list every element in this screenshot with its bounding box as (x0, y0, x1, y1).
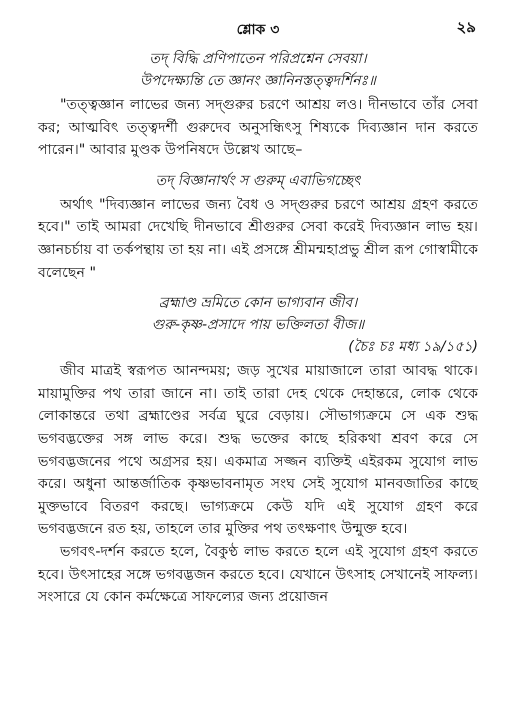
verse-sanskrit-gita (38, 48, 478, 92)
verse-line: গুরু-কৃষ্ণ-প্রসাদে পায় ভক্তিলতা বীজ॥ (151, 317, 365, 334)
page-header (38, 10, 478, 40)
verse-line: উপদেক্ষ্যন্তি তে জ্ঞানং জ্ঞানিনস্তত্ত্বদর্শিনঃ॥ (140, 73, 376, 89)
paragraph: "তত্ত্বজ্ঞান লাভের জন্য সদ্গুরুর চরণে আশ্রয় লও। দীনভাবে তাঁর সেবা কর; আত্মবিৎ তত্ত্বদর্শী গুরুদেব অনুসন্ধিৎসু শিষ্যকে দিব্যজ্ঞান দান করতে পারেন।" আবার মুণ্ডক উপনিষদে উল্লেখ আছে– (38, 97, 478, 159)
page-number: ২৯ (456, 18, 476, 36)
running-head: শ্লোক ৩ (236, 22, 280, 38)
verse-reference: (চৈঃ চঃ মধ্য ১৯/১৫১) (348, 339, 478, 356)
paragraph: জীব মাত্রই স্বরূপত আনন্দময়; জড় সুখের মায়াজালে তারা আবদ্ধ থাকে। মায়ামুক্তির পথ তারা জানে না। তাই তারা দেহ থেকে দেহান্তরে, লোক থেকে লোকান্তরে তথা ব্রহ্মাণ্ডের সর্বত্র ঘুরে বেড়ায়। সৌভাগ্যক্রমে সে এক শুদ্ধ ভগবদ্ভক্তের সঙ্গ লাভ করে। শুদ্ধ ভক্তের কাছে হরিকথা শ্রবণ করে সে ভগবদ্ভজনের পথে অগ্রসর হয়। একমাত্র সজ্জন ব্যক্তিই এইরকম সুযোগ লাভ করে। অধুনা আন্তর্জাতিক কৃষ্ণভাবনামৃত সংঘ সেই সুযোগ মানবজাতির কাছে মুক্তভাবে বিতরণ করছে। ভাগ্যক্রমে কেউ যদি এই সুযোগ গ্রহণ করে ভগবদ্ভজনে রত হয়, তাহলে তার মুক্তির পথ তৎক্ষণাৎ উন্মুক্ত হবে। (38, 363, 478, 538)
verse-line: তদ্ বিদ্ধি প্রণিপাতেন পরিপ্রশ্নেন সেবয়া। (149, 51, 367, 67)
paragraph: অর্থাৎ "দিব্যজ্ঞান লাভের জন্য বৈধ ও সদ্গুরুর চরণে আশ্রয় গ্রহণ করতে হবে।" তাই আমরা দেখেছি দীনভাবে শ্রীগুরুর সেবা করেই দিব্যজ্ঞান লাভ হয়। জ্ঞানচর্চায় বা তর্কপন্থায় তা হয় না। এই প্রসঙ্গে শ্রীমন্মহাপ্রভু শ্রীল রূপ গোস্বামীকে বলেছেন " (38, 196, 478, 281)
paragraph: ভগবৎ-দর্শন করতে হলে, বৈকুণ্ঠ লাভ করতে হলে এই সুযোগ গ্রহণ করতে হবে। উৎসাহের সঙ্গে ভগবদ্ভজন করতে হবে। যেখানে উৎসাহ সেখানেই সাফল্য। সংসারে যে কোন কর্মক্ষেত্রে সাফল্যের জন্য প্রয়োজন (38, 543, 478, 606)
verse-line: ব্রহ্মাণ্ড ভ্রমিতে কোন ভাগ্যবান জীব। (158, 295, 358, 312)
verse-chaitanya-charitamrita (38, 292, 478, 358)
verse-line: তদ্ বিজ্ঞানার্থং স গুরুম্ এবাভিগচ্ছেৎ (155, 172, 361, 189)
verse-mundaka (38, 170, 478, 192)
